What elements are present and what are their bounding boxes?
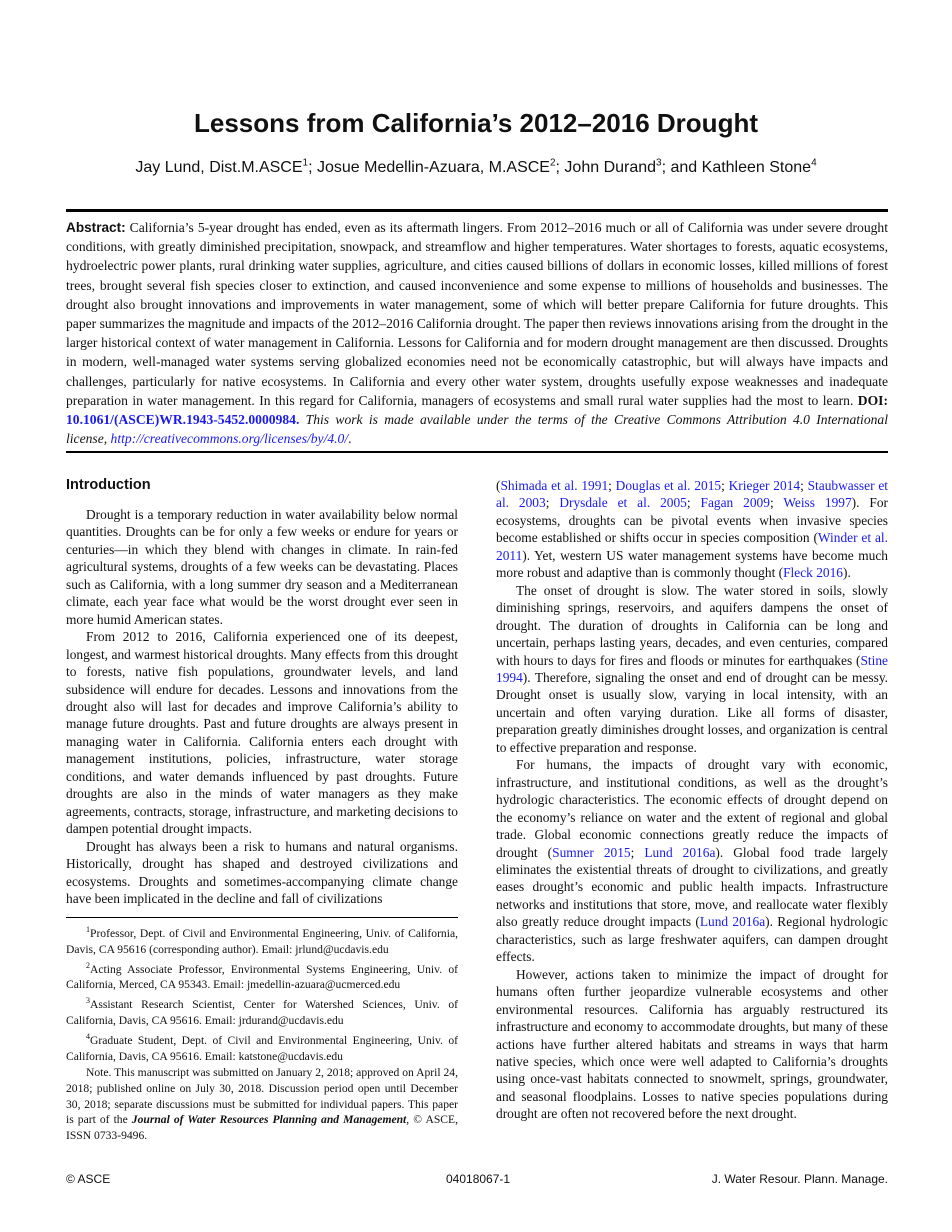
author: Kathleen Stone$^4$ bbox=[701, 158, 817, 177]
citation-link[interactable]: Douglas et al. 2015 bbox=[615, 478, 722, 493]
paragraph-text: ; bbox=[721, 478, 729, 493]
paragraph-text: ; bbox=[630, 844, 645, 860]
citation-link[interactable]: Drysdale et al. 2005 bbox=[559, 495, 687, 511]
paragraph-text: Drought has always been a risk to humans and natural organisms. Historically, drought has shaped and destroyed civilizations and ecosystems. Droughts and sometimes-accompanying climate change have been implicated in the decline and fall of civilizations bbox=[66, 838, 458, 906]
abstract-label: Abstract: bbox=[66, 220, 126, 235]
author: John Durand$^3$; and bbox=[564, 158, 702, 177]
section-heading-introduction: Introduction bbox=[66, 477, 151, 493]
citation-link[interactable]: Krieger 2014 bbox=[728, 478, 801, 493]
license-text: This work is made available under the terms of the Creative Commons Attribution 4.0 International license, bbox=[66, 412, 888, 447]
paragraph-text: However, actions taken to minimize the impact of drought for humans often further jeopardize vulnerable ecosystems and other environmental resources. California has arguably restructured its infrastructure and economy to accommodate droughts, but many of these actions have further altered habitats and streams in ways that harm native species, which once were well adapted to California’s droughts using once-vast habitats connected to snowmelt, springs, groundwater, and seasonal floodplains. Losses to native species populations during drought are often not recovered before the next drought. bbox=[496, 966, 888, 1122]
footnote: $^1$Professor, Dept. of Civil and Environmental Engineering, Univ. of California, Davis, CA 95616 (corresponding author). Email: jrlund@ucdavis.edu bbox=[66, 925, 458, 956]
citation-link[interactable]: Stine 1994 bbox=[496, 652, 888, 685]
right-paragraphs bbox=[496, 477, 888, 1123]
body-paragraph bbox=[66, 506, 458, 628]
doi-link[interactable]: 10.1061/(ASCE)WR.1943-5452.0000984. bbox=[66, 412, 300, 428]
paragraph-text: ). For ecosystems, droughts can be pivotal events when invasive species become established or shifts occur in species composition ( bbox=[496, 495, 888, 546]
body-paragraph bbox=[496, 966, 888, 1123]
citation-link[interactable]: Lund 2016a bbox=[644, 844, 716, 860]
abstract-text: California’s 5-year drought has ended, even as its aftermath lingers. From 2012–2016 much or all of California was under severe drought conditions, with greatly diminished precipitation, snowpack, and streamflow and higher temperatures. Water shortages to forests, aquatic ecosystems, hydroelectric power plants, rural drinking water supplies, agriculture, and cities caused billions of dollars in economic losses, killed millions of forest trees, brought several fish species closer to extinction, and caused inconvenience and some expense to millions of households and businesses. The drought also brought innovations and improvements in water management, some of which will better prepare California for future droughts. This paper summarizes the magnitude and impacts of the 2012–2016 California drought. The paper then reviews innovations arising from the drought in the larger historical context of water management in California. Lessons for California and for modern drought management are then discussed. Droughts in modern, well-managed water systems serving globalized economies need not be economically catastrophic, but will always have impacts and challenges, particularly for native ecosystems. In California and every other water system, droughts usefully expose weaknesses and inadequate preparation in water management. In this regard for California, managers of ecosystems and small rural water supplies had the most to learn. bbox=[66, 220, 888, 408]
footer-article-number: 04018067-1 bbox=[446, 1172, 511, 1186]
footnote: $^2$Acting Associate Professor, Environmental Systems Engineering, Univ. of California, Merced, CA 95343. Email: jmedellin-azuara@ucmerced.edu bbox=[66, 960, 458, 992]
paragraph-text: ). Regional hydrologic characteristics, such as large freshwater aquifers, can dampen drought effects. bbox=[496, 914, 888, 965]
paragraph-text: ; bbox=[686, 495, 701, 511]
footnote: $^4$Graduate Student, Dept. of Civil and Environmental Engineering, Univ. of California, Davis, CA 95616. Email: katstone@ucdavis.edu bbox=[66, 1032, 458, 1063]
citation-link[interactable]: Sumner 2015 bbox=[552, 844, 631, 860]
citation-link[interactable]: Lund 2016a bbox=[699, 914, 766, 930]
journal-name: Journal of Water Resources Planning and Management bbox=[131, 1113, 407, 1127]
footer-copyright: © ASCE bbox=[66, 1172, 111, 1186]
left-paragraphs bbox=[66, 506, 458, 907]
paragraph-text: Drought is a temporary reduction in water availability below normal quantities. Droughts can be for only a few weeks or endure for years or centuries—in which they blend with changes in climate. In rain-fed agricultural systems, droughts of a few weeks can be devastating. Places such as California, with a long summer dry season and a Mediterranean climate, each year face what would be the worst drought ever seen in more humid American states. bbox=[66, 507, 458, 627]
paragraph-text: ; bbox=[545, 495, 560, 511]
right-column bbox=[496, 477, 888, 1123]
doi-label: DOI: bbox=[857, 392, 888, 408]
body-paragraph bbox=[496, 582, 888, 757]
license-link[interactable]: http://creativecommons.org/licenses/by/4.0/ bbox=[110, 431, 349, 447]
paragraph-text: ; bbox=[800, 478, 808, 493]
author: Josue Medellin-Azuara, M.ASCE$^2$; bbox=[316, 158, 565, 177]
citation-link[interactable]: Shimada et al. 1991 bbox=[500, 478, 609, 493]
abstract: Abstract: California’s 5-year drought has ended, even as its aftermath lingers. From 2012–2016 much or all of California was under severe drought conditions, with greatly diminished precipitation, snowpack, and streamflow and higher temperatures. Water shortages to forests, aquatic ecosystems, hydroelectric power plants, rural drinking water supplies, agriculture, and cities caused billions of dollars in economic losses, killed millions of forest trees, brought several fish species closer to extinction, and caused inconvenience and some expense to millions of households and businesses. The drought also brought innovations and improvements in water management, some of which will better prepare California for future droughts. This paper summarizes the magnitude and impacts of the 2012–2016 California drought. The paper then reviews innovations arising from the drought in the larger historical context of water management in California. Lessons for California and for modern drought management are then discussed. Droughts in modern, well-managed water systems serving globalized economies need not be economically catastrophic, but will always have impacts and challenges, particularly for native ecosystems. In California and every other water system, droughts usefully expose weaknesses and inadequate preparation in water management. In this regard for California, managers of ecosystems and small rural water supplies had the most to learn. DOI: 10.1061/(ASCE)WR.1943-5452.0000984. This work is made available under the terms of the Creative Commons Attribution 4.0 International license, http://creativecommons.org/licenses/by/4.0/. bbox=[66, 220, 888, 447]
citation-link[interactable]: Staubwasser et al. 2003 bbox=[496, 478, 888, 511]
paragraph-text: ). bbox=[843, 565, 851, 581]
author: Jay Lund, Dist.M.ASCE$^1$; bbox=[135, 158, 317, 177]
left-column bbox=[66, 477, 458, 907]
body-paragraph bbox=[66, 838, 458, 908]
paragraph-text: ). Global food trade largely eliminates the existential threats of drought to civilizations, and greatly eases drought’s economic and public health impacts. Infrastructure networks and institutions that store, move, and reallocate water flexibly also greatly reduce drought impacts ( bbox=[496, 844, 888, 930]
body-paragraph bbox=[496, 477, 888, 582]
paragraph-text: ). Yet, western US water management systems have become much more robust and adaptive than is commonly thought ( bbox=[496, 547, 888, 581]
paragraph-text: ( bbox=[496, 478, 501, 493]
paragraph-text: ; bbox=[769, 495, 784, 511]
footnote-rule bbox=[66, 917, 458, 918]
paragraph-text: ). Therefore, signaling the onset and end of drought can be messy. Drought onset is usually slow, varying in local intensity, with an uncertain and often varying duration. Like all forms of disaster, preparation greatly diminishes drought losses, and organization is central to effective preparation and response. bbox=[496, 669, 888, 755]
body-paragraph bbox=[496, 756, 888, 965]
paragraph-text: ; bbox=[608, 478, 616, 493]
author-list bbox=[0, 158, 952, 177]
footnotes bbox=[66, 922, 458, 1144]
citation-link[interactable]: Fagan 2009 bbox=[700, 495, 770, 511]
abstract-top-rule bbox=[66, 209, 888, 212]
footnote: $^3$Assistant Research Scientist, Center for Watershed Sciences, Univ. of California, Davis, CA 95616. Email: jrdurand@ucdavis.edu bbox=[66, 996, 458, 1028]
paragraph-text: The onset of drought is slow. The water stored in soils, slowly diminishing springs, reservoirs, and aquifers dampens the onset of drought. The duration of droughts in California can be long and uncertain, perhaps lasting years, decades, and even centuries, compared with hours to days for fires and floods or minutes for earthquakes ( bbox=[496, 582, 888, 668]
citation-link[interactable]: Weiss 1997 bbox=[783, 495, 852, 511]
manuscript-note: Note. This manuscript was submitted on January 2, 2018; approved on April 24, 2018; published online on July 30, 2018. Discussion period open until December 30, 2018; separate discussions must be submitted for individual papers. This paper is part of the Journal of Water Resources Planning and Management, © ASCE, ISSN 0733-9496. bbox=[66, 1065, 458, 1143]
citation-link[interactable]: Winder et al. 2011 bbox=[496, 530, 888, 563]
footer-journal: J. Water Resour. Plann. Manage. bbox=[711, 1172, 888, 1186]
body-paragraph bbox=[66, 628, 458, 837]
paragraph-text: For humans, the impacts of drought vary with economic, infrastructure, and institutional conditions, as well as the drought’s hydrologic characteristics. The economic effects of drought depend on the economy’s reliance on water and the extent of regional and global trade. Global economic connections greatly reduce the impacts of drought ( bbox=[496, 757, 888, 860]
paper-title: Lessons from California’s 2012–2016 Drought bbox=[193, 108, 758, 138]
paragraph-text: From 2012 to 2016, California experienced one of its deepest, longest, and warmest historical droughts. Many effects from this drought to forests, native fish populations, groundwater levels, and land subsidence will endure for decades. Lessons and innovations from the drought also will last for decades and improve California’s ability to manage future droughts. Past and future droughts are always present in managing water in California. California enters each drought with management institutions, policies, infrastructure, water storage conditions, and water demands influenced by past droughts. Future droughts are also in the minds of water managers as they make agreements, contracts, storage, infrastructure, and marketing decisions to dampen potential drought impacts. bbox=[66, 629, 458, 837]
abstract-bottom-rule bbox=[66, 451, 888, 453]
citation-link[interactable]: Fleck 2016 bbox=[783, 565, 843, 581]
